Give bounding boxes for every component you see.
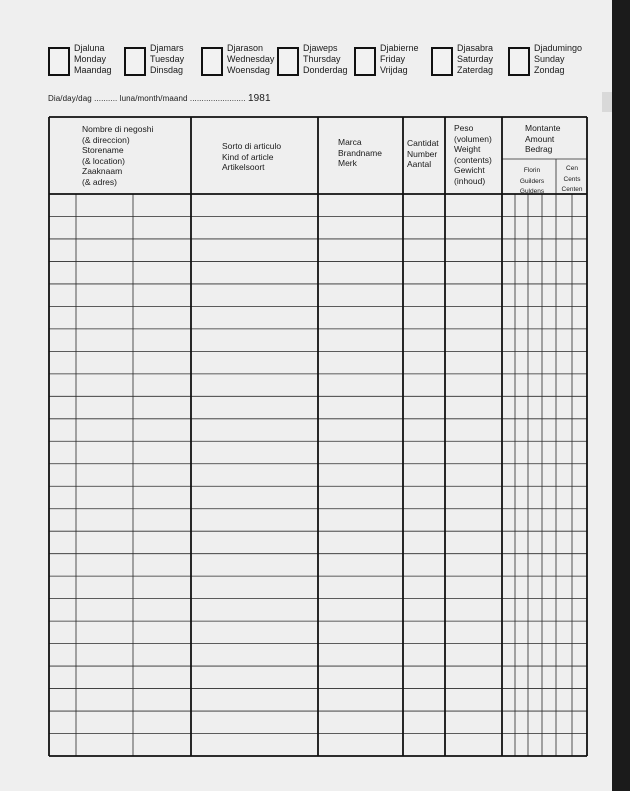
header-line: Aantal — [407, 159, 432, 169]
header-line: Bedrag — [525, 144, 553, 154]
day-label: Dia/day/dag — [48, 94, 92, 103]
weekday-papiamento: Djaweps — [303, 43, 338, 53]
weekday-dutch: Vrijdag — [380, 65, 408, 75]
column-header-quantity — [407, 138, 439, 170]
header-line: (& adres) — [82, 176, 117, 187]
weekday-english: Tuesday — [150, 54, 185, 64]
header-line: Cen — [566, 165, 578, 172]
header-line: (inhoud) — [454, 175, 486, 186]
header-line: Florin — [523, 167, 541, 174]
header-line: (& location) — [82, 155, 125, 166]
header-line: Centen — [561, 186, 583, 193]
weekday-english: Sunday — [534, 54, 565, 64]
header-line: Peso — [454, 123, 474, 133]
header-line: Brandname — [338, 147, 382, 158]
header-line: Kind of article — [222, 151, 274, 162]
header-line: Sorto di articulo — [222, 141, 282, 151]
column-header-brand — [338, 137, 382, 169]
header-line: (contents) — [454, 154, 492, 165]
column-header-amount — [525, 123, 560, 155]
weekday-dutch: Donderdag — [303, 65, 348, 75]
header-line: Weight — [454, 144, 481, 154]
weekday-dutch: Zaterdag — [457, 65, 494, 75]
column-header-article — [222, 141, 281, 173]
header-line: Montante — [525, 123, 561, 133]
header-line: Marca — [338, 137, 362, 147]
column-header-store — [82, 124, 153, 187]
header-line: (volumen) — [454, 133, 492, 144]
weekday-papiamento: Djabierne — [380, 43, 419, 53]
weekday-papiamento: Djaluna — [74, 43, 105, 53]
weekday-english: Monday — [74, 54, 107, 64]
weekday-english: Friday — [380, 54, 406, 64]
weekday-papiamento: Djasabra — [457, 43, 494, 53]
column-header-cents — [557, 165, 587, 197]
weekday-english: Thursday — [303, 54, 341, 64]
header-line: Guldens — [519, 188, 545, 195]
header-line: Cantidat — [407, 138, 439, 148]
weekday-english: Saturday — [457, 54, 494, 64]
month-dots[interactable]: ........................ — [189, 94, 246, 103]
header-line: Storename — [82, 145, 124, 155]
header-line: Amount — [525, 133, 555, 144]
header-line: Merk — [338, 158, 357, 168]
weekday-papiamento: Djadumingo — [534, 43, 583, 53]
weekday-dutch: Dinsdag — [150, 65, 184, 75]
weekday-dutch: Woensdag — [227, 65, 270, 75]
year-value: 1981 — [247, 93, 271, 104]
header-line: Number — [407, 148, 438, 159]
weekday-dutch: Zondag — [534, 65, 565, 75]
column-header-florin — [512, 167, 552, 199]
weekday-dutch: Maandag — [74, 65, 112, 75]
weekday-papiamento: Djamars — [150, 43, 184, 53]
header-line: Cents — [563, 175, 581, 183]
day-dots[interactable]: .......... — [94, 94, 118, 103]
header-line: Artikelsoort — [222, 162, 265, 172]
header-line: Gewicht — [454, 165, 485, 175]
header-line: Guilders — [519, 177, 545, 185]
header-line: Zaaknaam — [82, 166, 123, 176]
weekday-english: Wednesday — [227, 54, 275, 64]
column-header-weight — [454, 123, 492, 186]
header-line: (& direccion) — [82, 134, 130, 145]
header-line: Nombre di negoshi — [82, 124, 154, 134]
month-label: luna/month/maand — [119, 94, 188, 103]
weekday-papiamento: Djarason — [227, 43, 264, 53]
